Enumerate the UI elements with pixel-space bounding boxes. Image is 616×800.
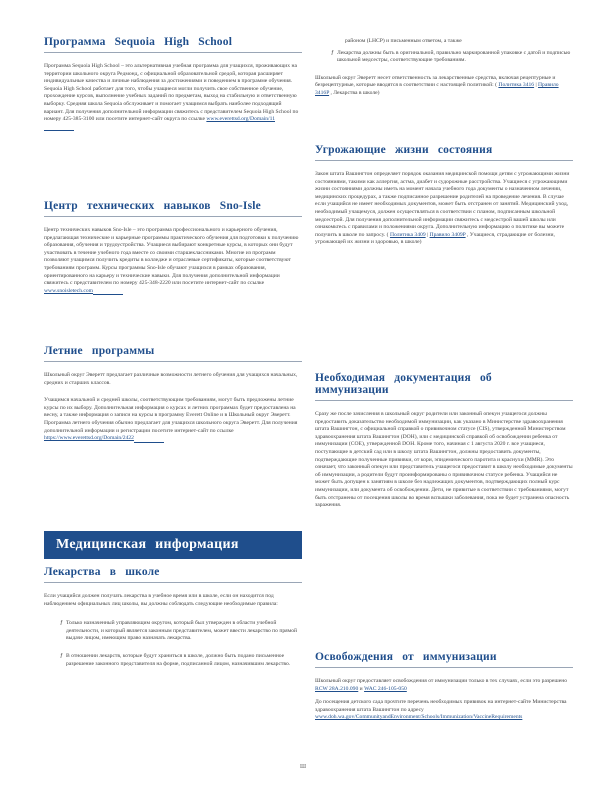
summer-title: Летние программы — [44, 345, 302, 362]
exemptions-section: Освобождения от иммунизации Школьный округ предоставляет освобождения от иммунизации только в тех случаях, если это разрешено RCW 28A.210.090 и WAC 246-105-050 До посещения детского сада прочтите перечень необходимых прививок на интернет-сайте Министерства здравоохранения штата Вашингтон по адресу www.doh.wa.gov/CommunityandEnvironment/Schools/Immunization/VaccineRequirements — [315, 651, 573, 722]
medicines-bullet-1: ƒ Только назначенный управляющим округом, который был утвержден в области учебной деятельности, и который является законным представителем, может ввести лекарство по прямой выдаче лицом, имеющим право назначать лекарства. — [60, 620, 298, 642]
bullet-mark: ƒ — [331, 49, 334, 56]
page-number: Ш — [300, 764, 307, 770]
rcw-link[interactable]: RCW 28A.210.090 — [315, 685, 359, 692]
policy-link-3416[interactable]: Политика 3416 — [498, 82, 535, 89]
bullet-mark: ƒ — [60, 652, 63, 659]
policy-text: Школьный округ Эверетт несет ответственность за лекарственные средства, включая рецептурные и безрецептурные, которые вводятся в соответствии с настоящей политикой: — [315, 74, 556, 89]
medicines-bullet-2: ƒ В отношении лекарств, которые будут храниться в школе, должно быть подано письменное разрешение законного представителя на форме, подписанной лицом, назначившим лекарство. — [60, 652, 291, 667]
doh-link[interactable]: www.doh.wa.gov/CommunityandEnvironment/Schools/Immunization/VaccineRequirements — [315, 714, 523, 721]
sno-isle-link[interactable]: www.snoisletech.com — [44, 287, 94, 294]
policy-link-3416p[interactable]: Правило 3416P — [315, 82, 559, 96]
sno-isle-body: Центр технических навыков Sno-Isle – это программа профессионального и карьерного обучения, предлагающая технические и карьерные программы практического обучения для подготовки к получению образования, обучения и трудоустройства. Учащиеся выбирают конкретные курсы, в которых они будут участвовать в течение учебного года вместе со своими старшеклассниками. Многие из программ позволяют учащимся получить кредиты в колледже и отраслевые сертификаты, которые соответствуют требованиям программ. Курсы программы Sno-Isle обучают учащихся в рамках образования, ориентированного на карьеру и технические навыки. Для получения дополнительной информации свяжитесь с представителем по номеру 425-348-2220 или посетите интернет-сайт по ссылке — [44, 227, 299, 287]
sno-isle-title: Центр технических навыков Sno-Isle — [44, 200, 302, 217]
summer-section — [44, 345, 302, 443]
exemptions-body-1: Школьный округ предоставляет освобождения от иммунизации только в тех случаях, если это разрешено — [315, 678, 567, 684]
sequoia-section — [44, 36, 302, 131]
threat-tail: Учащиеся, страдающие от болезни, угрожающей их жизни и здоровью, в школе — [315, 231, 555, 246]
sno-isle-section — [44, 200, 302, 295]
medical-banner: Медицинская информация — [44, 531, 302, 559]
policy-tail: Лекарства в школе — [333, 89, 378, 96]
continued-text: районом (LHCP) и письменным ответом, а также — [345, 38, 462, 44]
bullet-mark: ƒ — [60, 620, 63, 627]
threat-section: Угрожающие жизни состояния Закон штата Вашингтон определяет порядок оказания медицинской помощи детям с угрожающими жизни состояниями, такими как аллергия, астма, диабет и судорожные расстройства. Учащиеся с угрожающими жизни состояниями должны иметь на момент начала учебного года документы о назначенном лечении, медицинских процедурах, а также подписанное разрешение родителей на проведение лечения. В случае если учащийся не имеет необходимых документов, может быть отстранен от занятий. Медицинский уход, необходимый учащемуся, должен осуществляться в соответствии с планом, подписанным школьной медсестрой. Для получения дополнительной информации свяжитесь с медсестрой вашей школы или ознакомьтесь с правилами и положениями округа. Дополнительную информацию о политике вы можете получить в школе по запросу. ( Политика 3409 | Правило 3409P , Учащиеся, страдающие от болезни, угрожающей их жизни и здоровью, в школе) — [315, 144, 573, 247]
medicines-title: Лекарства в школе — [44, 566, 302, 583]
immun-docs-body: Сразу же после зачисления в школьный округ родители или законный опекун учащегося должны предоставить доказательство необходимой иммунизации, как указано в Министерстве здравоохранения штата Вашингтон, с официальной справкой о прививочном статусе (CIS), утвержденной Министерством здравоохранения штата Вашингтон (DOH), или с медицинской справкой об освобождении ребенка от иммунизации (COE), утвержденной DOH. Кроме того, начиная с 1 августа 2020 г. все учащиеся, поступающие в детский сад или в школу штата Вашингтон, должны предоставить документы, подтверждающие полученные прививки, от кори, эпидемического паротита и краснухи (MMR). Это означает, что законный опекун или представитель учащегося предоставит в школу необходимые документы об иммунизации, а родители будут проинформированы о прививочном статусе ребенка. Учащийся не может быть допущен к занятиям в школе без надлежащих документов, подтверждающих полный курс иммунизации, или документа об освобождении. Дети, не привитые в соответствии с требованиями, могут быть отстранены от посещения школы во время вспышки заболевания, пока не будет устранена опасность заражения. — [315, 411, 573, 509]
sequoia-body: Программа Sequoia High School – это альтернативная учебная программа для учащихся, проживающих на территории школьного округа Редмонд, с официальной образовательной средой, которая расширяет индивидуальные качества и личные наблюдения за достижениями и поведением в программе обучения. Sequoia High School работает для того, чтобы учащиеся могли получить свое собственное обучение, прохождение курсов, выполнение учебных заданий по предметам, выход на стабильную и ответственную выборку. Средняя школа Sequoia обслуживает и помогает учащимся выбрать наиболее подходящий вариант. Для получения дополнительной информации свяжитесь с представителем Sequoia High School по номеру 425-385-3100 или посетите интернет-сайт округа по ссылке — [44, 63, 299, 123]
summer-link[interactable]: https://www.everettsd.org/Domain/2422 — [44, 435, 134, 442]
medicines-section — [44, 566, 302, 668]
policy-link-3409[interactable]: Политика 3409 — [389, 231, 426, 238]
medicines-continued: районом (LHCP) и письменным ответом, а также ƒ Лекарства должны быть в оригинальной, правильно маркированной упаковке с датой и подписью школьной медсестры, соответствующие требованиям. Школьный округ Эверетт несет ответственность за лекарственные средства, включая рецептурные и безрецептурные, которые вводятся в соответствии с настоящей политикой: ( Политика 3416 | Правило 3416P , Лекарства в школе) — [315, 38, 573, 98]
sequoia-title: Программа Sequoia High School — [44, 36, 302, 53]
threat-body: Закон штата Вашингтон определяет порядок оказания медицинской помощи детям с угрожающими жизни состояниями, такими как аллергия, астма, диабет и судорожные расстройства. Учащиеся с угрожающими жизни состояниями должны иметь на момент начала учебного года документы о назначенном лечении, медицинских процедурах, а также подписанное разрешение родителей на проведение лечения. В случае если учащийся не имеет необходимых документов, может быть отстранен от занятий. Медицинский уход, необходимый учащемуся, должен осуществляться в соответствии с планом, подписанным школьной медсестрой. Для получения дополнительной информации свяжитесь с медсестрой вашей школы или ознакомьтесь с правилами и положениями округа. Дополнительную информацию о политике вы можете получить в школе по запросу. — [315, 171, 570, 238]
medicines-body: Если учащийся должен получать лекарства в учебное время или в школе, если он находится под наблюдением официальных лиц школы, вы должны соблюдать следующие необходимые правила: — [44, 593, 278, 607]
sequoia-link[interactable]: www.everettsd.org/Domain/11 — [206, 116, 275, 123]
continued-bullet: ƒ Лекарства должны быть в оригинальной, правильно маркированной упаковке с датой и подписью школьной медсестры, соответствующие требованиям. — [331, 49, 571, 64]
immun-docs-title: Необходимая документация об иммунизации — [315, 372, 573, 401]
immun-docs-section — [315, 372, 573, 510]
summer-body-2: Учащимся начальной и средней школы, соответствующим требованиям, могут быть предложены летние курсы по их выбору. Дополнительная информация о курсах и летних программах будет предоставлена на весну, а также информация о записи на курсы в программу Everett Online и в Школьный округ Эверетт. Программа летнего обучения обычно предлагает для учащихся школьного округа Эверетт. Для получения дополнительной информации и регистрации посетите интернет-сайт по ссылке — [44, 397, 298, 434]
policy-link-3409p[interactable]: Правило 3409P — [429, 231, 466, 238]
exemptions-title: Освобождения от иммунизации — [315, 651, 573, 668]
summer-body-1: Школьный округ Эверетт предлагает различные возможности летнего обучения для учащихся начальных, средних и старших классов. — [44, 372, 298, 386]
exemptions-body-2: До посещения детского сада прочтите перечень необходимых прививок на интернет-сайте Министерства здравоохранения штата Вашингтон по адресу — [315, 699, 567, 713]
wac-link[interactable]: WAC 246-105-050 — [364, 685, 407, 692]
threat-title: Угрожающие жизни состояния — [315, 144, 573, 161]
